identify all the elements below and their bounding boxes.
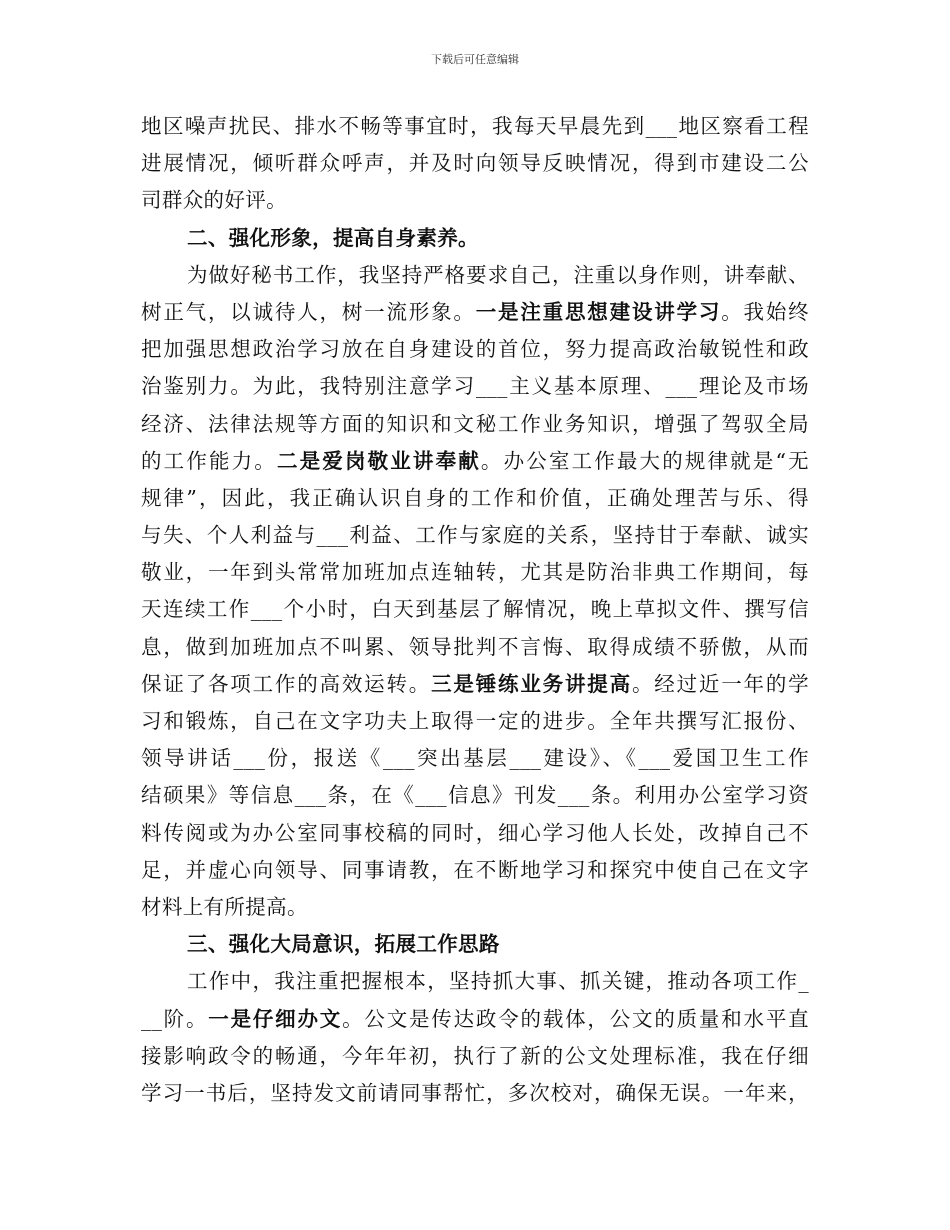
paragraph-line: 足，并虚心向领导、同事请教，在不断地学习和探究中使自己在文字 bbox=[141, 857, 809, 882]
paragraph-line bbox=[141, 294, 809, 331]
paragraph-line: 把加强思想政治学习放在自身建设的首位，努力提高政治敏锐性和政 bbox=[141, 337, 809, 362]
paragraph-line: 料传阅或为办公室同事校稿的同时，细心学习他人长处，改掉自己不 bbox=[141, 820, 809, 845]
paragraph-line: 结硕果》等信息___条，在《___信息》刊发___条。利用办公室学习资 bbox=[141, 783, 809, 808]
section-heading: 三、强化大局意识，拓展工作思路 bbox=[187, 932, 500, 957]
section-heading: 二、强化形象，提高自身素养。 bbox=[187, 225, 479, 250]
paragraph-line: 材料上有所提高。 bbox=[141, 894, 308, 919]
plain-text: 保证了各项工作的高效运转。 bbox=[141, 671, 432, 696]
plain-text: 。公文是传达政令的载体，公文的质量和水平直 bbox=[342, 1006, 809, 1031]
paragraph-line: 与失、个人利益与___利益、工作与家庭的关系，坚持甘于奉献、诚实 bbox=[141, 523, 809, 548]
paragraph-line: 天连续工作___个小时，白天到基层了解情况，晚上草拟文件、撰写信 bbox=[141, 597, 809, 622]
paragraph-line: 规律”，因此，我正确认识自身的工作和价值，正确处理苦与乐、得 bbox=[141, 485, 809, 510]
paragraph-line: 敬业，一年到头常常加班加点连轴转，尤其是防治非典工作期间，每 bbox=[141, 560, 809, 585]
paragraph-line: 领导讲话___份，报送《___突出基层___建设》、《___爱国卫生工作 bbox=[141, 746, 809, 771]
bold-emphasis: 三是锤练业务讲提高 bbox=[431, 671, 632, 696]
paragraph-line: 进展情况，倾听群众呼声，并及时向领导反映情况，得到市建设二公 bbox=[141, 151, 809, 176]
bold-emphasis: 一是注重思想建设讲学习 bbox=[475, 299, 722, 324]
plain-text: 。经过近一年的学 bbox=[631, 671, 809, 696]
plain-text: 。我始终 bbox=[721, 299, 809, 324]
page-header: 下载后可任意编辑 bbox=[431, 53, 519, 66]
plain-text: 。办公室工作最大的规律就是“无 bbox=[480, 448, 809, 473]
paragraph-line bbox=[141, 443, 809, 480]
bold-emphasis: 一是仔细办文 bbox=[208, 1006, 343, 1031]
plain-text: 的工作能力。 bbox=[141, 448, 277, 473]
bold-emphasis: 二是爱岗敬业讲奉献 bbox=[276, 448, 481, 473]
paragraph-line bbox=[141, 666, 809, 703]
paragraph-line: 接影响政令的畅通，今年年初，执行了新的公文处理标准，我在仔细 bbox=[141, 1043, 809, 1068]
paragraph-line: 司群众的好评。 bbox=[141, 188, 287, 213]
paragraph-line: 治鉴别力。为此，我特别注意学习___主义基本原理、___理论及市场 bbox=[141, 374, 809, 399]
paragraph-line: 工作中，我注重把握根本，坚持抓大事、抓关键，推动各项工作_ bbox=[187, 969, 809, 994]
paragraph-line: 经济、法律法规等方面的知识和文秘工作业务知识，增强了驾驭全局 bbox=[141, 411, 809, 436]
paragraph-line: 地区噪声扰民、排水不畅等事宜时，我每天早晨先到___地区察看工程 bbox=[141, 114, 809, 138]
paragraph-line: 习和锻炼，自己在文字功夫上取得一定的进步。全年共撰写汇报份、 bbox=[141, 709, 809, 733]
plain-text: 树正气，以诚待人，树一流形象。 bbox=[141, 299, 476, 324]
document-body bbox=[141, 108, 809, 1112]
paragraph-line: 为做好秘书工作，我坚持严格要求自己，注重以身作则，讲奉献、 bbox=[187, 262, 809, 287]
paragraph-line: 学习一书后，坚持发文前请同事帮忙，多次校对，确保无误。一年来， bbox=[141, 1080, 809, 1105]
paragraph-line bbox=[141, 1001, 809, 1038]
plain-text: __阶。 bbox=[141, 1006, 209, 1031]
paragraph-line: 息，做到加班加点不叫累、领导批判不言悔、取得成绩不骄傲，从而 bbox=[141, 634, 809, 659]
